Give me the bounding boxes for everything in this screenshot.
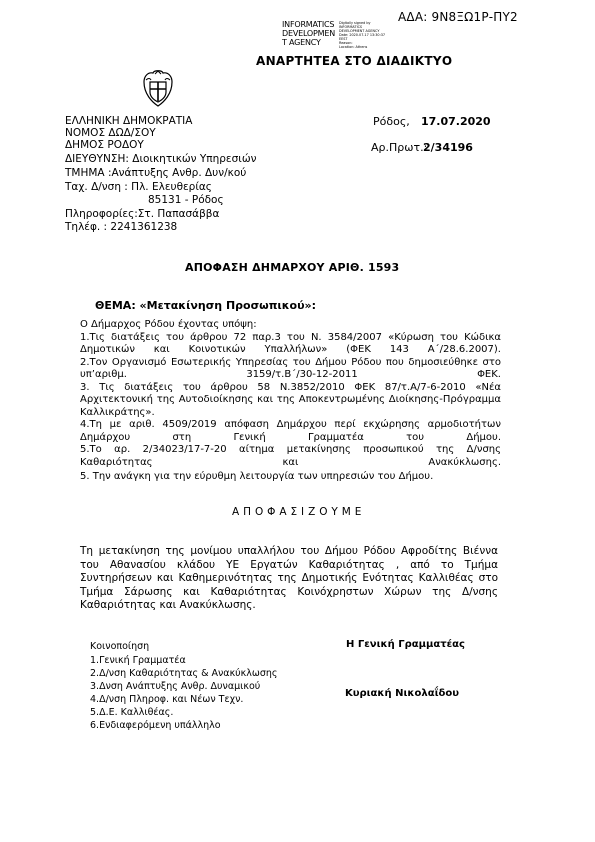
header-line: Πληροφορίες:Στ. Παπασάββα [65,208,220,220]
consideration-item: 5.Το αρ. 2/34023/17-7-20 αίτημα μετακίνησης προσωπικού της Δ/νσης Καθαριότητας και Ανακύκλωσης. [80,444,501,468]
header-line: ΤΜΗΜΑ :Ανάπτυξης Ανθρ. Δυν/κού [65,167,247,179]
header-line: ΕΛΛΗΝΙΚΗ ΔΗΜΟΚΡΑΤΙΑ [65,115,193,127]
header-line: ΔΗΜΟΣ ΡΟΔΟΥ [65,139,144,151]
consideration-item: 3. Τις διατάξεις του άρθρου 58 Ν.3852/2010 ΦΕΚ 87/τ.Α/7-6-2010 «Νέα Αρχιτεκτονική της Αυτοδιοίκησης και της Αποκεντρωμένης Διοίκησης-Πρόγραμμα Καλλικράτης». [80,381,501,418]
document-date: 17.07.2020 [421,115,491,128]
distribution-item: 1.Γενική Γραμματέα [90,655,186,666]
stamp-line: DEVELOPMEN [282,29,335,38]
stamp-small-line: EEST [339,37,348,41]
signature-role: Η Γενική Γραμματέας [346,639,465,650]
consideration-item: 2.Τον Οργανισμό Εσωτερικής Υπηρεσίας του Δήμου Ρόδου που δημοσιεύθηκε στο υπ’αριθμ. 3159/τ.Β΄/30-12-2011 ΦΕΚ. [80,356,501,380]
decide-heading: Α Π Ο Φ Α Σ Ι Ζ Ο Υ Μ Ε [232,506,362,518]
considerations-block [80,319,501,484]
protocol-label: Αρ.Πρωτ.: [371,141,428,154]
consideration-item: 5. Την ανάγκη για την εύρυθμη λειτουργία των υπηρεσιών του Δήμου. [80,471,434,482]
distribution-item: 3.Δνση Ανάπτυξης Ανθρ. Δυναμικού [90,681,261,692]
header-line: Τηλέφ. : 2241361238 [65,221,178,233]
consideration-item: 4.Τη με αριθ. 4509/2019 απόφαση Δημάρχου περί εκχώρησης αρμοδιοτήτων Δημάρχου στη Γενική Γραμματέα του Δήμου. [80,419,501,443]
stamp-small-line: Digitally signed by [339,21,371,25]
stamp-small-line: DEVELOPMENT AGENCY [339,29,380,33]
distribution-item: 6.Ενδιαφερόμενη υπάλληλο [90,720,221,731]
stamp-small-line: Reason: [339,41,353,45]
header-line: ΔΙΕΥΘΥΝΣΗ: Διοικητικών Υπηρεσιών [65,153,257,165]
distribution-heading: Κοινοποίηση [90,641,150,652]
stamp-line: INFORMATICS [282,20,335,29]
stamp-small-line: Date: 2020.07.17 13:30:37 [339,33,386,37]
publication-banner: ΑΝΑΡΤΗΤΕΑ ΣΤΟ ΔΙΑΔΙΚΤΥΟ [256,54,453,68]
coat-of-arms-icon [140,68,176,108]
ada-number: ΑΔΑ: 9Ν8ΞΩ1Ρ-ΠΥ2 [398,10,518,24]
place-label: Ρόδος, [373,115,410,128]
subject-line: ΘΕΜΑ: «Μετακίνηση Προσωπικού»: [95,299,317,312]
protocol-number: 2/34196 [423,141,473,154]
header-line: ΝΟΜΟΣ ΔΩΔ/ΣΟΥ [65,127,156,139]
consideration-item: 1.Τις διατάξεις του άρθρου 72 παρ.3 του Ν. 3584/2007 «Κύρωση του Κώδικα Δημοτικών και Κοινοτικών Υπαλλήλων» (ΦΕΚ 143 Α΄/28.6.2007). [80,331,501,355]
stamp-line: T AGENCY [282,38,321,47]
decision-title: ΑΠΟΦΑΣΗ ΔΗΜΑΡΧΟΥ ΑΡΙΘ. 1593 [185,261,400,274]
distribution-item: 2.Δ/νση Καθαριότητας & Ανακύκλωσης [90,668,278,679]
intro-line: Ο Δήμαρχος Ρόδου έχοντας υπόψη: [80,319,257,330]
stamp-small-line: INFORMATICS [339,25,363,29]
header-line: 85131 - Ρόδος [148,194,224,206]
signature-name: Κυριακή Νικολαΐδου [345,688,459,699]
decision-text: Τη μετακίνηση της μονίμου υπαλλήλου του Δήμου Ρόδου Αφροδίτης Βιέννα του Αθανασίου κλάδου ΥΕ Εργατών Καθαριότητας , από το Τμήμα Συντηρήσεων και Καθημερινότητας της Δημοτικής Ενότητας Καλλιθέας στο Τμήμα Σάρωσης και Καθαριότητας Κοινόχρηστων Χώρων της Δ/νσης Καθαριότητας και Ανακύκλωσης. [80,545,498,611]
stamp-small-line: Location: Athens [339,45,368,49]
distribution-item: 4.Δ/νση Πληροφ. και Νέων Τεχν. [90,694,244,705]
header-line: Ταχ. Δ/νση : Πλ. Ελευθερίας [65,181,212,193]
distribution-item: 5.Δ.Ε. Καλλιθέας. [90,707,174,718]
